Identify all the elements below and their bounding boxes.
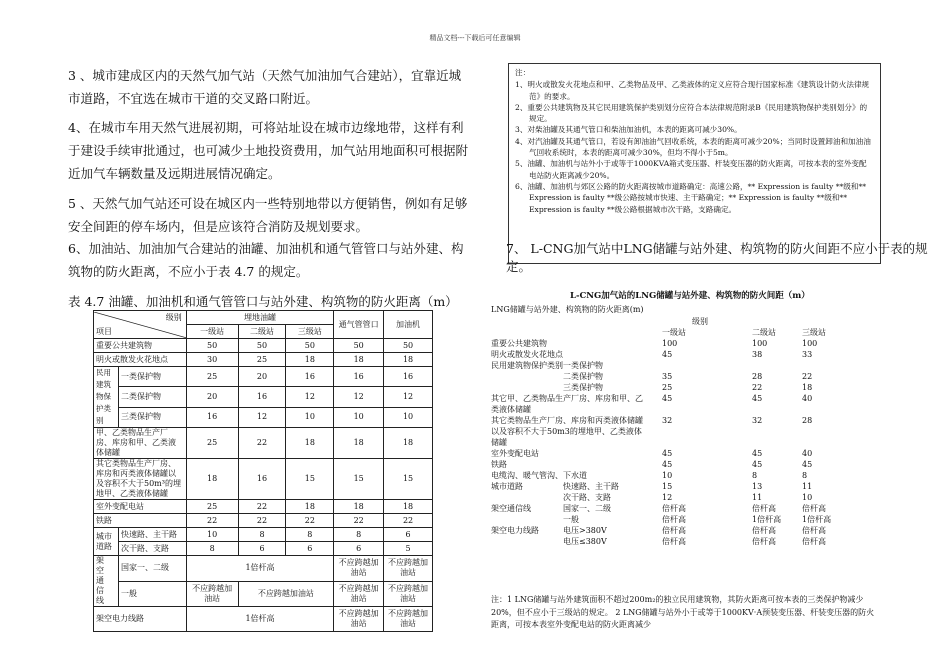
row-sublabel: 电压≤380V bbox=[563, 537, 607, 546]
row-value: 15 bbox=[662, 482, 673, 491]
row-value: 22 bbox=[802, 372, 813, 381]
row-value: 1倍杆高 bbox=[802, 515, 832, 524]
table-row bbox=[491, 382, 871, 393]
row-value: 倍杆高 bbox=[752, 526, 776, 535]
row-value bbox=[802, 404, 871, 415]
row-value: 10 bbox=[662, 471, 673, 480]
corner-item-label: 项目 bbox=[96, 326, 112, 336]
row-value bbox=[802, 426, 871, 437]
table-row bbox=[491, 525, 871, 536]
table-row: 二类保护物 20 16 12 12 12 bbox=[94, 387, 433, 407]
row-value: 40 bbox=[802, 394, 813, 403]
row-value: 45 bbox=[662, 460, 673, 469]
row-value: 倍杆高 bbox=[802, 526, 826, 535]
row-label bbox=[491, 492, 563, 503]
row-value: 18 bbox=[802, 383, 813, 392]
table-row: 三类保护物 16 12 10 10 10 bbox=[94, 407, 433, 427]
header-level-2: 二级站 bbox=[238, 325, 286, 339]
table-row bbox=[491, 536, 871, 547]
row-value: 倍杆高 bbox=[802, 537, 826, 546]
row-sublabel: 快速路、主干路 bbox=[563, 482, 619, 491]
table-row bbox=[491, 492, 871, 503]
row-value: 1倍杆高 bbox=[752, 515, 782, 524]
row-value: 45 bbox=[802, 460, 813, 469]
row-value: 35 bbox=[662, 372, 673, 381]
row-value: 32 bbox=[662, 416, 673, 425]
note-item: 2、重要公共建筑物及其它民用建筑保护类别划分应符合本法律规范附录B《民用建筑物保护类别划分》的规定。 bbox=[515, 102, 868, 124]
row-value bbox=[662, 437, 752, 448]
table-corner-cell bbox=[94, 311, 187, 339]
note-item: 5、油罐、加油机与站外小于或等于1000KVA箱式变压器、杆装变压器的防火距离，可按本表的室外变配电站防火距离减少20%。 bbox=[515, 159, 867, 180]
table-row: 民用建筑物保护类别 一类保护物 25 20 16 16 16 bbox=[94, 367, 433, 387]
row-label: 电缆沟、暖气管沟、下水道 bbox=[491, 471, 587, 480]
row-value: 倍杆高 bbox=[662, 504, 686, 513]
paragraph-5: 5 、天然气加气站还可设在城区内一些特别地带以方便销售，例如有足够安全间距的停车场内，但是应该符合消防及规划要求。 bbox=[68, 196, 468, 234]
table-row: 架空通信线 国家一、二级 1倍杆高 不应跨越加油站 不应跨越加油站 bbox=[94, 556, 433, 582]
row-value bbox=[752, 360, 802, 371]
row-sublabel: 电压>380V bbox=[563, 526, 607, 535]
row-label: 明火或散发火花地点 bbox=[491, 350, 563, 359]
row-value: 100 bbox=[662, 339, 678, 348]
row-value: 45 bbox=[752, 449, 763, 458]
row-sublabel: 一类保护物 bbox=[563, 361, 603, 370]
row-sublabel: 次干路、支路 bbox=[563, 493, 611, 502]
comm-line-group-label: 架空通信线 bbox=[94, 556, 119, 607]
table-row: 架空电力线路 1倍杆高 不应跨越加油站 不应跨越加油站 bbox=[94, 607, 433, 632]
row-value: 8 bbox=[802, 471, 808, 480]
table-row bbox=[491, 514, 871, 525]
header-level-3: 三级站 bbox=[286, 325, 334, 339]
row-value: 倍杆高 bbox=[802, 504, 826, 513]
fire-distance-table-4-7 bbox=[93, 310, 433, 632]
header-dispenser: 加油机 bbox=[384, 311, 433, 339]
row-label: 其它类物品生产厂房、库房和丙类液体储罐 bbox=[491, 416, 643, 425]
row-value: 38 bbox=[752, 350, 763, 359]
table-4-7-caption: 表 4.7 油罐、加油机和通气管管口与站外建、构筑物的防火距离（m） bbox=[68, 294, 458, 309]
lng-level-1: 一级站 bbox=[662, 328, 686, 337]
note-item: 4、对汽油罐及其通气管口，若设有卸油油气回收系统，本表的距离可减少20%；当同时设置卸油和加油油气回收系统时，本表的距离可减少30%，但均不得小于5m。 bbox=[515, 136, 871, 158]
row-value bbox=[802, 437, 871, 448]
row-sublabel: 二类保护物 bbox=[563, 372, 603, 381]
table-row: 甲、乙类物品生产厂房、库房和甲、乙类液体储罐 25 22 18 18 18 bbox=[94, 428, 433, 459]
row-value: 28 bbox=[752, 372, 763, 381]
lng-table-title: L-CNG加气站的LNG储罐与站外建、构筑物的防火间距（m） bbox=[570, 291, 810, 301]
header-level-1: 一级站 bbox=[186, 325, 238, 339]
row-label: 铁路 bbox=[491, 460, 507, 469]
lng-table-subtitle: LNG储罐与站外建、构筑物的防火距离(m) bbox=[491, 305, 644, 314]
table-row bbox=[491, 437, 871, 448]
row-value: 45 bbox=[662, 394, 673, 403]
corner-level-label: 级别 bbox=[165, 312, 182, 322]
city-road-group-label: 城市道路 bbox=[94, 528, 119, 556]
row-value: 28 bbox=[802, 416, 813, 425]
lng-level-3: 三级站 bbox=[802, 328, 826, 337]
row-label bbox=[491, 382, 563, 393]
row-label bbox=[491, 536, 563, 547]
table-row bbox=[491, 459, 871, 470]
row-label: 储罐 bbox=[491, 438, 507, 447]
row-label: 城市道路 bbox=[491, 482, 523, 491]
note-item: 6、油罐、加油机与郊区公路的防火距离按城市道路确定：高速公路，** Expression is faulty **级和** Expression is faulty **级公路按城市快速、主干路确定；** Expression is faulty **级和** Expression is faulty **级公路根据城市次干路，支路确定。 bbox=[515, 181, 867, 214]
table-row bbox=[491, 481, 871, 492]
row-sublabel: 三类保护物 bbox=[563, 383, 603, 392]
civil-building-group-label: 民用建筑物保护类别 bbox=[94, 367, 119, 428]
row-value: 倍杆高 bbox=[662, 515, 686, 524]
table-row bbox=[491, 503, 871, 514]
notes-title: 注： bbox=[515, 68, 531, 77]
row-value: 45 bbox=[752, 394, 763, 403]
table-row bbox=[491, 415, 871, 426]
row-value bbox=[662, 404, 752, 415]
table-row: 明火或散发火花地点 30 25 18 18 18 bbox=[94, 353, 433, 367]
row-label: 架空电力线路 bbox=[491, 526, 539, 535]
row-value: 100 bbox=[802, 339, 818, 348]
table-row bbox=[491, 404, 871, 415]
table-row bbox=[491, 349, 871, 360]
row-value: 45 bbox=[662, 350, 673, 359]
lng-table-footnote: 注：1 LNG储罐与站外建筑面积不超过200m₂的独立民用建筑物，其防火距离可按本表的三类保护物减少20%，但不应小于三级站的规定。 2 LNG储罐与站外小于或等于1000KV·A预装变压器、杆装变压器的防火距离，可按本表室外变配电站的防火距离减少 bbox=[491, 595, 875, 629]
row-value: 100 bbox=[752, 339, 768, 348]
table-row: 重要公共建筑物 50 50 50 50 50 bbox=[94, 339, 433, 353]
table-row bbox=[491, 393, 871, 404]
row-value: 45 bbox=[752, 460, 763, 469]
row-label: 室外变配电站 bbox=[491, 449, 539, 458]
table-row bbox=[491, 327, 871, 338]
notes-box bbox=[508, 63, 881, 264]
table-row bbox=[491, 470, 871, 481]
row-value: 8 bbox=[752, 471, 758, 480]
row-sublabel: 一般 bbox=[563, 515, 579, 524]
row-value: 11 bbox=[802, 482, 813, 491]
row-value: 倍杆高 bbox=[662, 537, 686, 546]
row-value: 倍杆高 bbox=[752, 504, 776, 513]
row-value: 33 bbox=[802, 350, 813, 359]
header-buried-tank: 埋地油罐 bbox=[186, 311, 334, 325]
row-label bbox=[491, 371, 563, 382]
table-row bbox=[491, 316, 871, 327]
row-label bbox=[491, 514, 563, 525]
row-sublabel: 国家一、二级 bbox=[563, 504, 611, 513]
row-value: 32 bbox=[752, 416, 763, 425]
page-header: 精品文档---下载后可任意编辑 bbox=[429, 34, 521, 42]
paragraph-6: 6、加油站、加油加气合建站的油罐、加油机和通气管管口与站外建、构筑物的防火距离，不应小于表 4.7 的规定。 bbox=[68, 241, 464, 279]
row-label: 其它甲、乙类物品生产厂房、库房和甲、乙 bbox=[491, 394, 643, 403]
row-value bbox=[662, 360, 752, 371]
row-label: 以及容积不大于50m3的埋地甲、乙类液体 bbox=[491, 427, 642, 436]
paragraph-4: 4、在城市车用天然气进展初期，可将站址设在城市边缘地带，这样有利于建设手续审批通过，也可减少土地投资费用，加气站用地面积可根据附近加气车辆数量及远期进展情况确定。 bbox=[68, 120, 469, 181]
note-item: 1、明火或散发火花地点和甲、乙类物品及甲、乙类液体的定义应符合现行国家标准《建筑设计防火法律规范》的要求。 bbox=[515, 80, 870, 101]
row-label: 架空通信线 bbox=[491, 504, 531, 513]
table-row bbox=[491, 426, 871, 437]
row-value: 40 bbox=[802, 449, 813, 458]
lng-level-header: 级别 bbox=[692, 317, 708, 326]
row-label: 民用建筑物保护类别 bbox=[491, 361, 563, 370]
lng-distance-table bbox=[491, 316, 871, 547]
paragraph-3: 3 、城市建成区内的天然气加气站（天然气加油加气合建站），宜靠近城市道路，不宜选在城市干道的交叉路口附近。 bbox=[68, 68, 462, 106]
row-value bbox=[662, 426, 752, 437]
table-row: 次干路、支路 8 6 6 6 5 bbox=[94, 542, 433, 556]
lng-level-2: 二级站 bbox=[752, 328, 776, 337]
table-row: 一般 不应跨越加油站 不应跨越加油站 不应跨越加油站 不应跨越加油站 bbox=[94, 581, 433, 607]
table-row: 其它类物品生产厂房、库房和丙类液体储罐以及容积不大于50m³的埋地甲、乙类液体储罐 18 16 15 15 15 bbox=[94, 459, 433, 500]
paragraph-7: 7、 L-CNG加气站中LNG储罐与站外建、构筑物的防火间距不应小于表的规定。 bbox=[506, 241, 928, 274]
table-row bbox=[491, 360, 871, 371]
table-row bbox=[491, 371, 871, 382]
row-value: 22 bbox=[752, 383, 763, 392]
table-row: 铁路 22 22 22 22 22 bbox=[94, 514, 433, 528]
table-row: 室外变配电站 25 22 18 18 18 bbox=[94, 500, 433, 514]
table-row bbox=[491, 338, 871, 349]
row-value: 45 bbox=[662, 449, 673, 458]
row-label: 重要公共建筑物 bbox=[491, 339, 547, 348]
row-value bbox=[752, 426, 802, 437]
row-value bbox=[752, 404, 802, 415]
row-value: 13 bbox=[752, 482, 763, 491]
row-label: 类液体储罐 bbox=[491, 405, 531, 414]
row-value bbox=[752, 437, 802, 448]
row-value: 25 bbox=[662, 383, 673, 392]
table-row bbox=[491, 448, 871, 459]
table-row: 城市道路 快速路、主干路 10 8 8 8 6 bbox=[94, 528, 433, 542]
row-value: 12 bbox=[662, 493, 673, 502]
row-value: 11 bbox=[752, 493, 763, 502]
row-value: 倍杆高 bbox=[752, 537, 776, 546]
header-vent: 通气管管口 bbox=[334, 311, 384, 339]
row-value bbox=[802, 360, 871, 371]
row-value: 倍杆高 bbox=[662, 526, 686, 535]
row-value: 10 bbox=[802, 493, 813, 502]
note-item: 3、对柴油罐及其通气管口和柴油加油机，本表的距离可减少30%。 bbox=[515, 125, 742, 135]
